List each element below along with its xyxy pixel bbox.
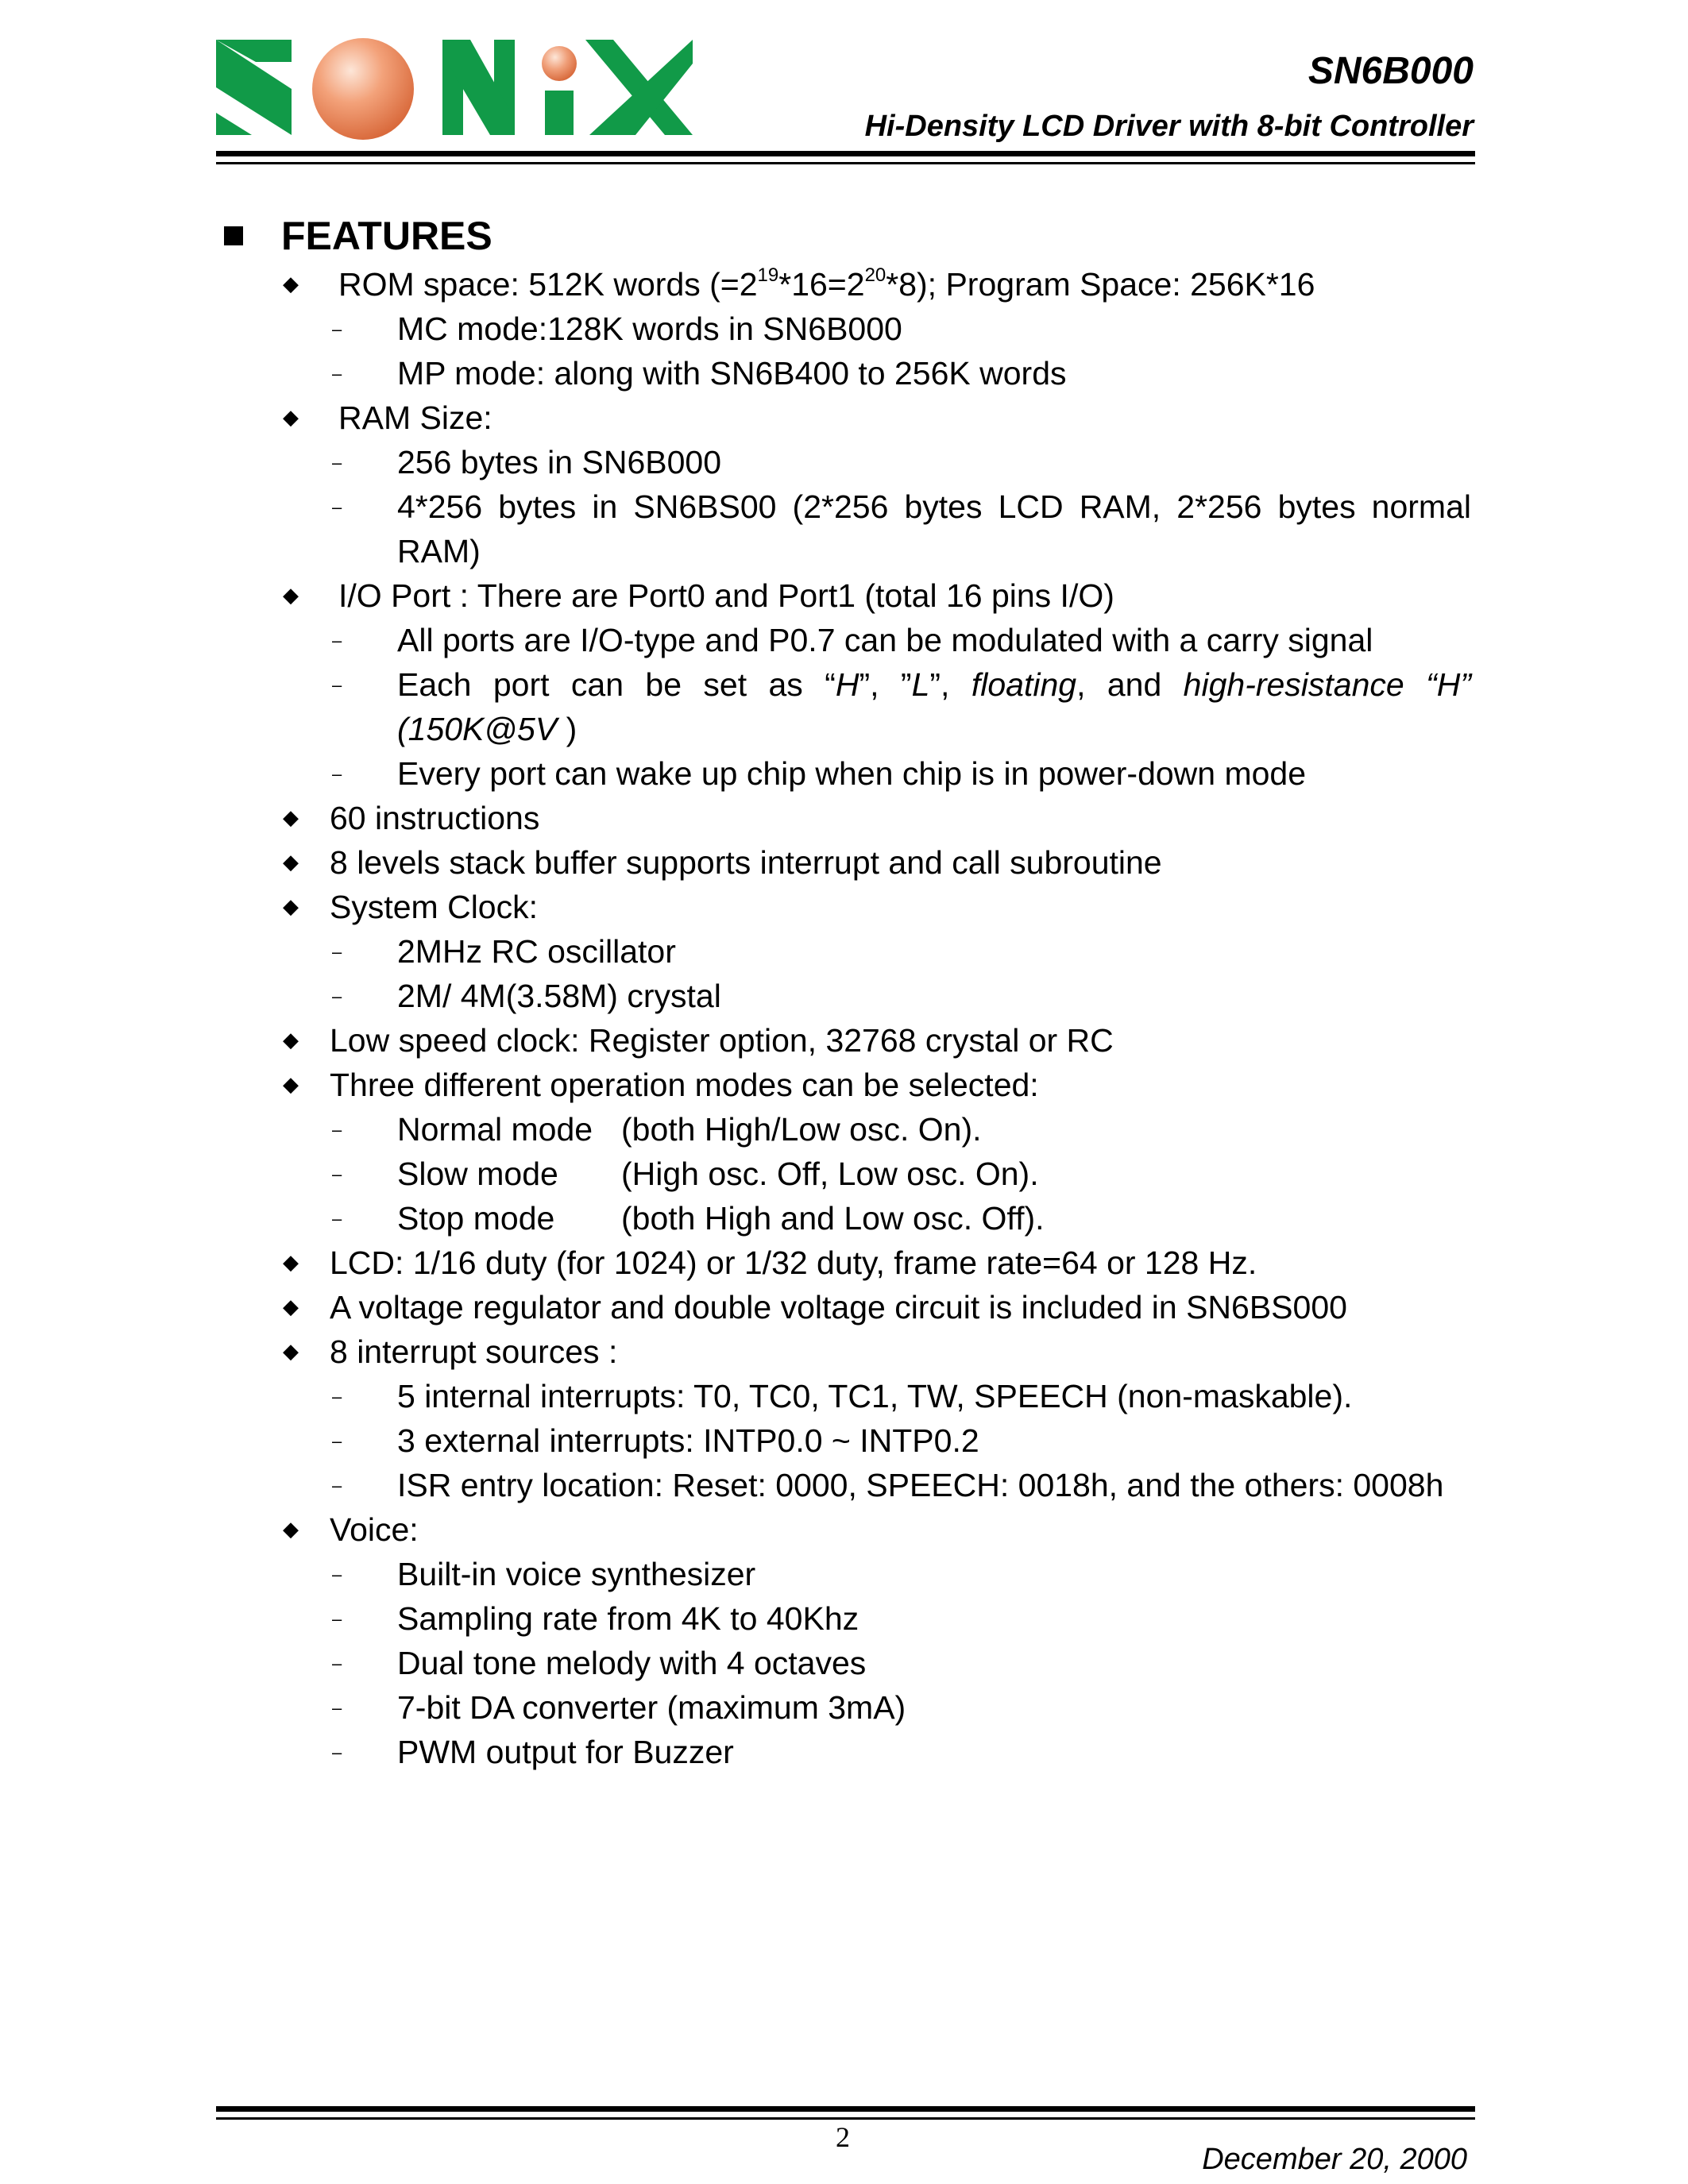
footer-rule-thin: [216, 2117, 1475, 2120]
feature-low-speed-clock: Low speed clock: Register option, 32768 crystal or RC: [330, 1022, 1114, 1059]
logo-letter-s: [216, 40, 292, 135]
dash-bullet-icon: –: [332, 453, 342, 473]
feature-rom-mc: MC mode:128K words in SN6B000: [397, 311, 902, 347]
header-rule-thick: [216, 151, 1475, 156]
page-number: 2: [836, 2121, 850, 2153]
dash-bullet-icon: –: [332, 364, 342, 384]
diamond-bullet-icon: ◆: [283, 1339, 299, 1363]
feature-stack: 8 levels stack buffer supports interrupt and call subroutine: [330, 844, 1162, 881]
diamond-bullet-icon: ◆: [283, 805, 299, 829]
feature-io-sub2-cont: (150K@5V ): [397, 711, 577, 747]
feature-voice: Voice:: [330, 1511, 419, 1548]
diamond-bullet-icon: ◆: [283, 405, 299, 429]
feature-instructions: 60 instructions: [330, 800, 540, 836]
logo-letter-i: [542, 46, 577, 135]
feature-regulator: A voltage regulator and double voltage circuit is included in SN6BS000: [330, 1289, 1347, 1325]
document-title: SN6B000: [1308, 50, 1474, 92]
dash-bullet-icon: –: [332, 1742, 342, 1762]
feature-ram-sub2-cont: RAM): [397, 533, 481, 569]
dash-bullet-icon: –: [332, 319, 342, 339]
diamond-bullet-icon: ◆: [283, 1028, 299, 1051]
voice-item: 7-bit DA converter (maximum 3mA): [397, 1689, 906, 1726]
dash-bullet-icon: –: [332, 986, 342, 1006]
dash-bullet-icon: –: [332, 631, 342, 650]
feature-lcd: LCD: 1/16 duty (for 1024) or 1/32 duty, frame rate=64 or 128 Hz.: [330, 1244, 1257, 1281]
feature-interrupts: 8 interrupt sources :: [330, 1333, 618, 1370]
logo-letter-x: [585, 40, 693, 135]
dash-bullet-icon: –: [332, 1120, 342, 1140]
diamond-bullet-icon: ◆: [283, 850, 299, 874]
sonix-logo: [216, 32, 701, 143]
dash-bullet-icon: –: [332, 942, 342, 962]
logo-letter-n: [442, 40, 515, 135]
dash-bullet-icon: –: [332, 1164, 342, 1184]
feature-io-sub3: Every port can wake up chip when chip is in power-down mode: [397, 755, 1307, 792]
dash-bullet-icon: –: [332, 1387, 342, 1406]
voice-item: Sampling rate from 4K to 40Khz: [397, 1600, 859, 1637]
feature-clock-sub2: 2M/ 4M(3.58M) crystal: [397, 978, 721, 1014]
diamond-bullet-icon: ◆: [283, 272, 299, 295]
section-title: FEATURES: [281, 214, 492, 258]
diamond-bullet-icon: ◆: [283, 894, 299, 918]
feature-io-sub2: Each port can be set as “H”, ”L”, floating, and high-resistance “H”: [397, 666, 1472, 703]
section-square-icon: [224, 226, 243, 245]
dash-bullet-icon: –: [332, 497, 342, 517]
feature-io-sub1: All ports are I/O-type and P0.7 can be modulated with a carry signal: [397, 622, 1373, 658]
diamond-bullet-icon: ◆: [283, 1295, 299, 1318]
dash-bullet-icon: –: [332, 1431, 342, 1451]
dash-bullet-icon: –: [332, 1698, 342, 1718]
feature-ram: RAM Size:: [338, 399, 492, 436]
feature-clock-sub1: 2MHz RC oscillator: [397, 933, 676, 970]
feature-interrupts-sub3: ISR entry location: Reset: 0000, SPEECH: 0018h, and the others: 0008h: [397, 1467, 1444, 1503]
document-date: December 20, 2000: [1202, 2143, 1467, 2176]
dash-bullet-icon: –: [332, 1565, 342, 1584]
diamond-bullet-icon: ◆: [283, 1250, 299, 1274]
feature-clock: System Clock:: [330, 889, 538, 925]
mode-item-slow: Slow mode (High osc. Off, Low osc. On).: [397, 1156, 1039, 1192]
diamond-bullet-icon: ◆: [283, 583, 299, 607]
header-rule-thin: [216, 162, 1475, 164]
diamond-bullet-icon: ◆: [283, 1517, 299, 1541]
feature-ram-sub1: 256 bytes in SN6B000: [397, 444, 721, 480]
dash-bullet-icon: –: [332, 764, 342, 784]
feature-interrupts-sub1: 5 internal interrupts: T0, TC0, TC1, TW, SPEECH (non-maskable).: [397, 1378, 1353, 1414]
voice-item: PWM output for Buzzer: [397, 1734, 734, 1770]
voice-item: Dual tone melody with 4 octaves: [397, 1645, 867, 1681]
feature-io: I/O Port : There are Port0 and Port1 (total 16 pins I/O): [338, 577, 1114, 614]
feature-ram-sub2: 4*256 bytes in SN6BS00 (2*256 bytes LCD RAM, 2*256 bytes normal: [397, 488, 1471, 525]
dash-bullet-icon: –: [332, 1476, 342, 1495]
voice-item: Built-in voice synthesizer: [397, 1556, 756, 1592]
features-heading: [224, 213, 492, 259]
dash-bullet-icon: –: [332, 1609, 342, 1629]
mode-item-stop: Stop mode (both High and Low osc. Off).: [397, 1200, 1045, 1237]
feature-interrupts-sub2: 3 external interrupts: INTP0.0 ~ INTP0.2: [397, 1422, 979, 1459]
feature-rom-mp: MP mode: along with SN6B400 to 256K words: [397, 355, 1067, 392]
mode-item-normal: Normal mode (both High/Low osc. On).: [397, 1111, 982, 1148]
dash-bullet-icon: –: [332, 675, 342, 695]
feature-rom: ROM space: 512K words $(=2^{19}*16=2^{20}*8)$; Program Space: 256K*16: [338, 264, 1315, 303]
feature-modes: Three different operation modes can be selected:: [330, 1067, 1039, 1103]
diamond-bullet-icon: ◆: [283, 1072, 299, 1096]
document-subtitle: Hi-Density LCD Driver with 8-bit Controller: [864, 110, 1474, 143]
logo-ball: [312, 38, 414, 140]
dash-bullet-icon: –: [332, 1209, 342, 1229]
dash-bullet-icon: –: [332, 1653, 342, 1673]
footer-rule-thick: [216, 2106, 1475, 2112]
